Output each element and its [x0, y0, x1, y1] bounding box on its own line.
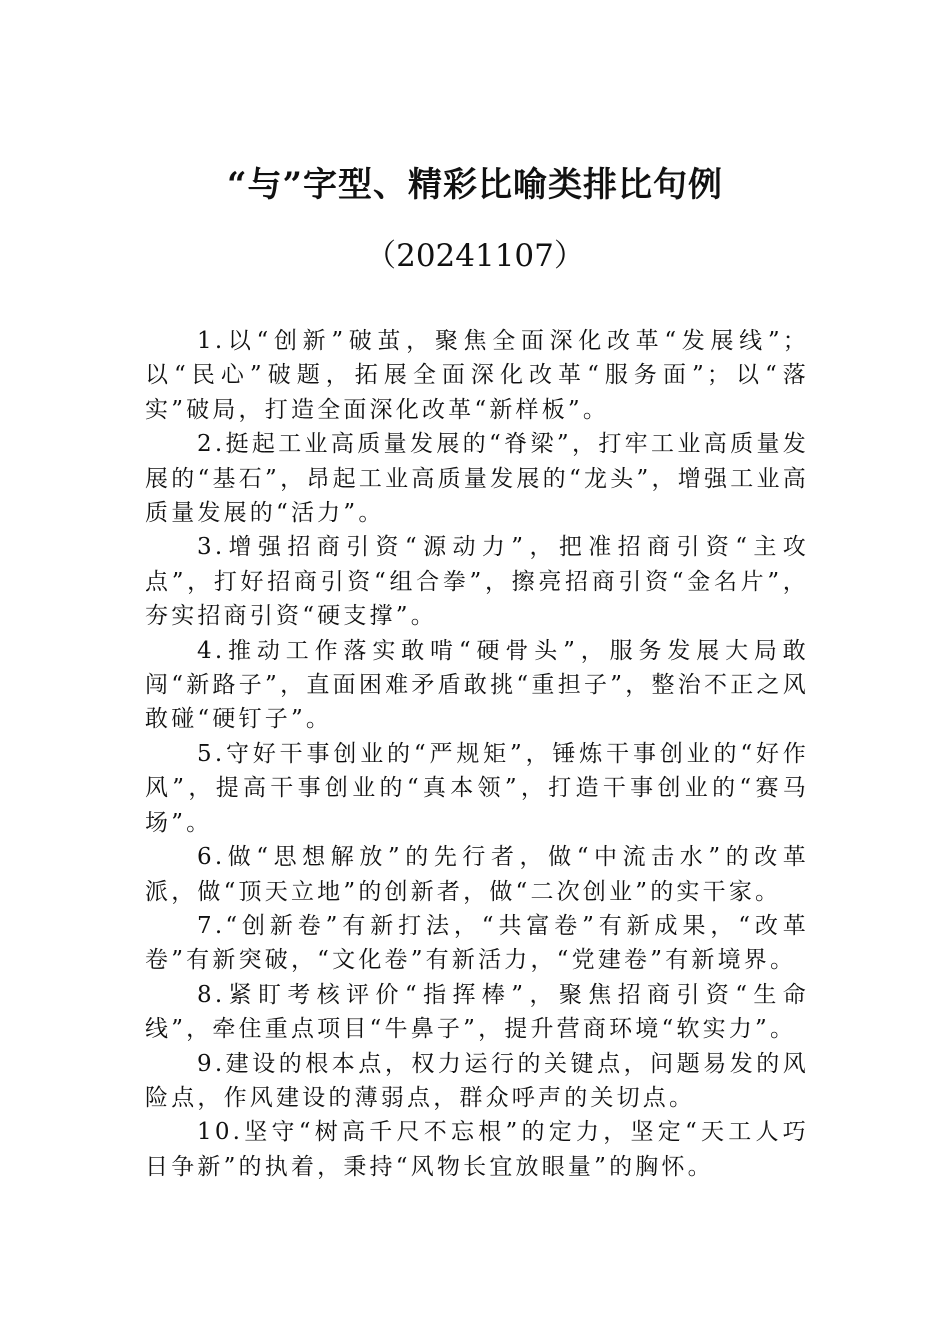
- paragraph-1: 1.以“创新”破茧，聚焦全面深化改革“发展线”；以“民心”破题，拓展全面深化改革“服务面”；以“落实”破局，打造全面深化改革“新样板”。: [145, 328, 809, 423]
- paragraph-7: 7.“创新卷”有新打法，“共富卷”有新成果，“改革卷”有新突破，“文化卷”有新活力，“党建卷”有新境界。: [145, 912, 809, 974]
- document-date: （20241107）: [365, 238, 585, 274]
- paragraph-5: 5.守好干事创业的“严规矩”，锤炼干事创业的“好作风”，提高干事创业的“真本领”，打造干事创业的“赛马场”。: [145, 740, 809, 836]
- paragraph-8: 8.紧盯考核评价“指挥棒”，聚焦招商引资“生命线”，牵住重点项目“牛鼻子”，提升营商环境“软实力”。: [145, 981, 809, 1043]
- paragraph-4: 4.推动工作落实敢啃“硬骨头”，服务发展大局敢闯“新路子”，直面困难矛盾敢挑“重担子”，整治不正之风敢碰“硬钉子”。: [145, 637, 809, 733]
- paragraph-3: 3.增强招商引资“源动力”，把准招商引资“主攻点”，打好招商引资“组合拳”，擦亮招商引资“金名片”，夯实招商引资“硬支撑”。: [145, 534, 809, 630]
- document-body: [145, 324, 809, 1184]
- paragraph-10: 10.坚守“树高千尺不忘根”的定力，坚定“天工人巧日争新”的执着，秉持“风物长宜放眼量”的胸怀。: [145, 1119, 809, 1180]
- paragraph-6: 6.做“思想解放”的先行者，做“中流击水”的改革派，做“顶天立地”的创新者，做“二次创业”的实干家。: [145, 844, 809, 905]
- paragraph-9: 9.建设的根本点，权力运行的关键点，问题易发的风险点，作风建设的薄弱点，群众呼声的关切点。: [145, 1050, 809, 1111]
- paragraph-2: 2.挺起工业高质量发展的“脊梁”，打牢工业高质量发展的“基石”，昂起工业高质量发展的“龙头”，增强工业高质量发展的“活力”。: [145, 431, 809, 527]
- document-title: “与”字型、精彩比喻类排比句例: [226, 165, 724, 205]
